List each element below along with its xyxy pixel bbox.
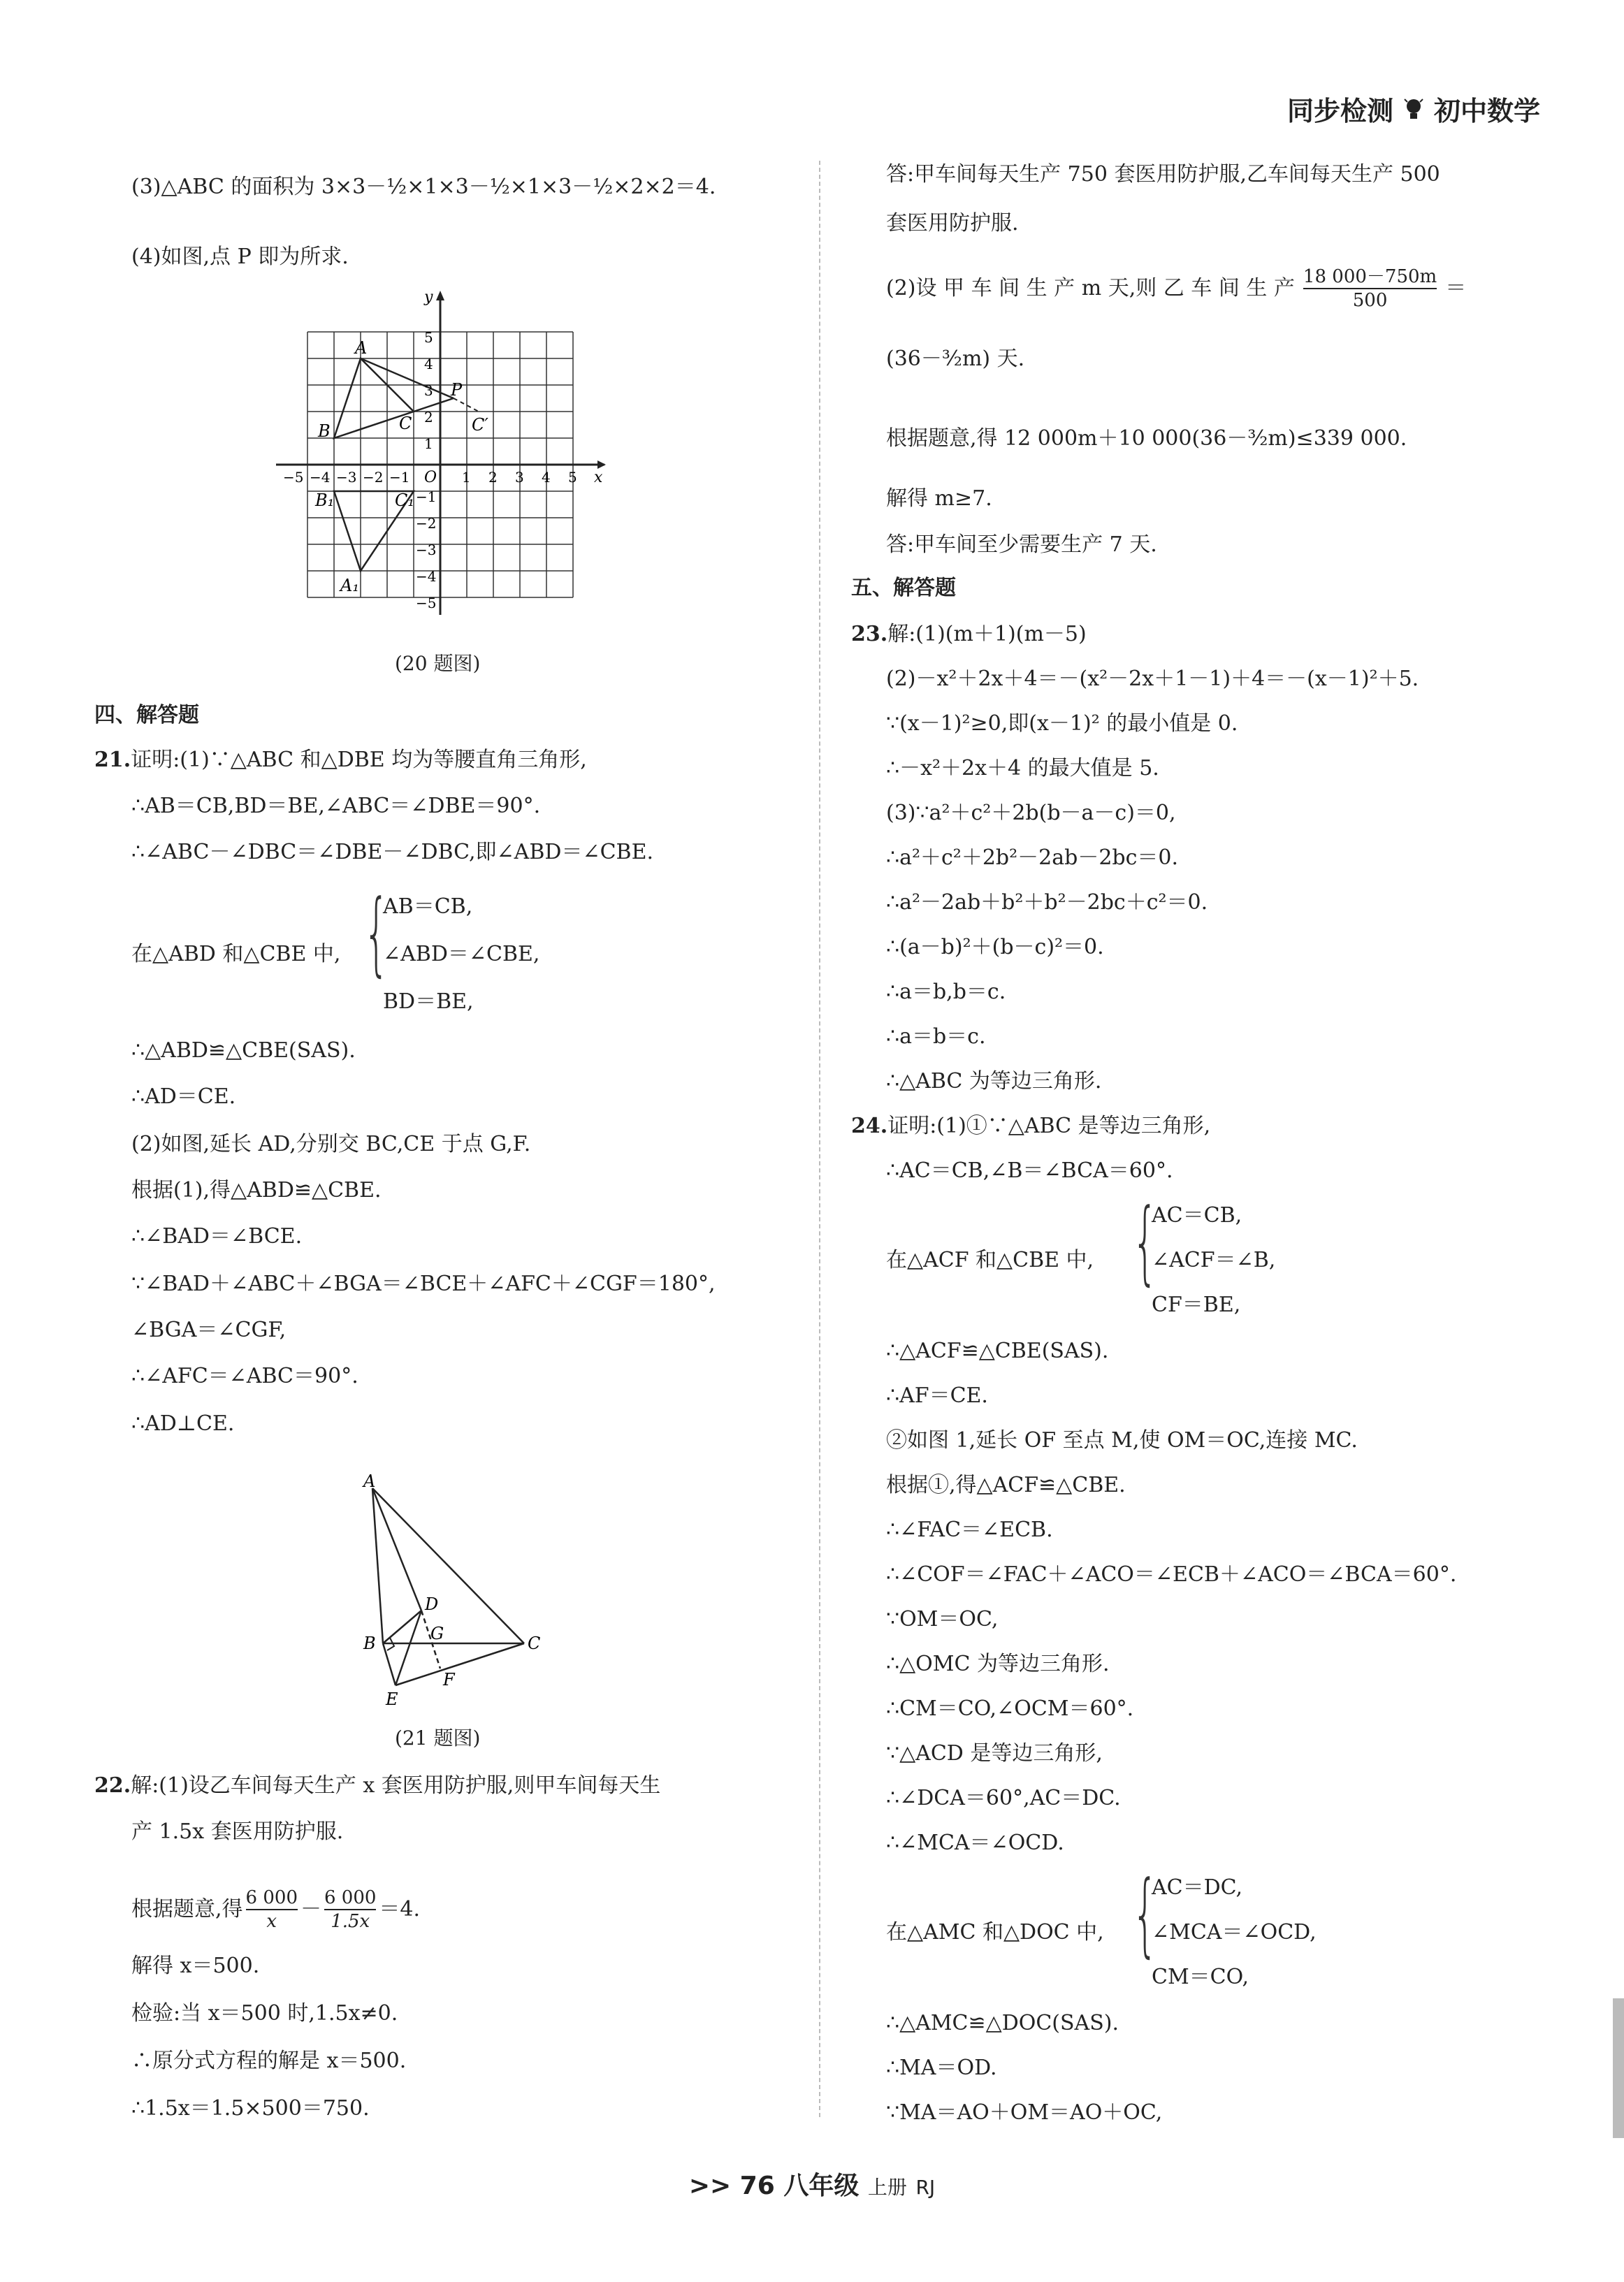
text-line: 根据①,得△ACF≌△CBE.	[886, 1473, 1126, 1497]
system-prefix: 在△AMC 和△DOC 中,	[886, 1920, 1104, 1945]
question-number: 22.	[94, 1773, 131, 1798]
text-line: ∵MA＝AO＋OM＝AO＋OC,	[886, 2100, 1163, 2125]
equation-suffix: ＝4.	[379, 1897, 421, 1921]
label-f: F	[443, 1670, 455, 1689]
system-line: CF＝BE,	[1152, 1293, 1241, 1317]
question-21	[94, 746, 587, 774]
segment-ac	[372, 1488, 524, 1643]
footer-arrows: >>	[688, 2172, 732, 2200]
y-tick: 3	[424, 382, 433, 399]
figure-20-shapes	[276, 286, 611, 636]
column-divider	[819, 161, 820, 2117]
text-line: 解得 m≥7.	[886, 486, 992, 511]
denominator: 500	[1303, 288, 1437, 312]
lightbulb-icon	[1403, 96, 1424, 122]
text-line: 答:甲车间每天生产 750 套医用防护服,乙车间每天生产 500	[886, 162, 1440, 187]
question-number: 24.	[851, 1114, 888, 1138]
question-23	[851, 620, 1087, 648]
system-prefix: 在△ABD 和△CBE 中,	[131, 942, 341, 966]
label-y: y	[424, 289, 433, 306]
system-line: ∠ACF＝∠B,	[1152, 1248, 1276, 1272]
label-b: B	[318, 421, 331, 441]
label-b: B	[363, 1634, 376, 1653]
equation-line: 根据题意,得 $\frac{6 000}{x}$ － $\frac{6 000}{1.5x}$ ＝4.	[131, 1887, 421, 1932]
text-line: ∴AF＝CE.	[886, 1383, 988, 1408]
segment-ec	[396, 1643, 524, 1685]
text-line: ∴∠AFC＝∠ABC＝90°.	[131, 1364, 358, 1388]
page-number: 76	[739, 2172, 775, 2200]
y-tick: −4	[416, 568, 437, 585]
text-line: 解得 x＝500.	[131, 1954, 260, 1978]
text-line: ∴△AMC≌△DOC(SAS).	[886, 2011, 1119, 2035]
denominator: 1.5x	[324, 1909, 376, 1933]
system-line: AC＝DC,	[1152, 1875, 1243, 1900]
fraction	[324, 1887, 376, 1933]
page-header	[1287, 89, 1540, 128]
text-line: ∴(a－b)²＋(b－c)²＝0.	[886, 935, 1104, 959]
label-a1: A₁	[340, 576, 359, 595]
figure-21-diagram	[349, 1467, 559, 1719]
text-line: ∴△ACF≌△CBE(SAS).	[886, 1339, 1109, 1363]
page-edge-scrollbar	[1613, 1998, 1624, 2138]
line-pc-prime	[454, 398, 479, 412]
text-line: ∴△ABC 为等边三角形.	[886, 1069, 1102, 1093]
text-line: ∴a＝b,b＝c.	[886, 980, 1006, 1004]
line-cp	[414, 398, 454, 412]
text-line: ∴CM＝CO,∠OCM＝60°.	[886, 1696, 1134, 1721]
text-line: 检验:当 x＝500 时,1.5x≠0.	[131, 2001, 398, 2026]
x-tick: −4	[310, 469, 331, 486]
text-line: ∴∠FAC＝∠ECB.	[886, 1518, 1053, 1542]
text-line: ∴AD⊥CE.	[131, 1411, 235, 1436]
text-line: ∵OM＝OC,	[886, 1607, 999, 1631]
label-c1: C₁	[395, 490, 414, 510]
label-c: C	[528, 1634, 541, 1653]
label-g: G	[430, 1624, 444, 1643]
text-line: (3)∵a²＋c²＋2b(b－a－c)＝0,	[886, 801, 1176, 825]
text-prefix: (2)设 甲 车 间 生 产 m 天,则 乙 车 间 生 产	[886, 276, 1295, 300]
system-line: CM＝CO,	[1152, 1965, 1249, 1989]
label-a: A	[363, 1471, 376, 1491]
system-prefix: 在△ACF 和△CBE 中,	[886, 1248, 1094, 1272]
text-line: 解:(1)(m＋1)(m－5)	[887, 622, 1087, 646]
text-line: ∴MA＝OD.	[886, 2056, 997, 2080]
y-tick: −1	[416, 488, 437, 505]
y-tick: 5	[424, 329, 433, 346]
text-line: ∴△OMC 为等边三角形.	[886, 1652, 1110, 1676]
numerator: 18 000－750m	[1303, 266, 1437, 287]
section-heading: 四、解答题	[94, 703, 199, 727]
text-line: ∴AD＝CE.	[131, 1084, 236, 1109]
text-line: ∴AB＝CB,BD＝BE,∠ABC＝∠DBE＝90°.	[131, 794, 541, 818]
figure-21-caption: (21 题图)	[395, 1727, 481, 1750]
text-line: ∵∠BAD＋∠ABC＋∠BGA＝∠BCE＋∠AFC＋∠CGF＝180°,	[131, 1272, 716, 1296]
text-line: ∴∠COF＝∠FAC＋∠ACO＝∠ECB＋∠ACO＝∠BCA＝60°.	[886, 1562, 1457, 1587]
text-line: ∴1.5x＝1.5×500＝750.	[131, 2096, 370, 2121]
fraction	[246, 1887, 298, 1933]
question-24	[851, 1112, 1210, 1140]
text-line: ∴AC＝CB,∠B＝∠BCA＝60°.	[886, 1158, 1173, 1183]
numerator: 6 000	[245, 1887, 298, 1908]
page-footer	[0, 2166, 1624, 2202]
text-line: ∴－x²＋2x＋4 的最大值是 5.	[886, 756, 1159, 780]
text-line: ∴∠ABC－∠DBC＝∠DBE－∠DBC,即∠ABD＝∠CBE.	[131, 840, 654, 864]
x-tick: 2	[488, 469, 498, 486]
volume-label: 上册	[867, 2176, 907, 2199]
system-line: BD＝BE,	[383, 989, 474, 1014]
equation-prefix: 根据题意,得	[131, 1897, 243, 1921]
question-number: 21.	[94, 748, 131, 772]
y-axis-arrow	[436, 291, 444, 300]
y-tick: 4	[424, 356, 433, 372]
text-line: ∴原分式方程的解是 x＝500.	[131, 2049, 407, 2073]
text-line: 套医用防护服.	[886, 211, 1019, 235]
denominator: x	[246, 1909, 298, 1933]
text-line: ∴∠BAD＝∠BCE.	[131, 1224, 303, 1249]
text-line: (2)－x²＋2x＋4＝－(x²－2x＋1－1)＋4＝－(x－1)²＋5.	[886, 667, 1419, 691]
text-line: 根据题意,得 12 000m＋10 000(36－³⁄₂m)≤339 000.	[886, 426, 1407, 451]
brace-icon: {	[1132, 1861, 1159, 1967]
text-line: 解:(1)设乙车间每天生产 x 套医用防护服,则甲车间每天生	[131, 1773, 661, 1798]
system-line: ∠MCA＝∠OCD,	[1152, 1920, 1317, 1945]
label-d: D	[425, 1594, 439, 1614]
text-line: 证明:(1)∵△ABC 和△DBE 均为等腰直角三角形,	[131, 748, 587, 772]
label-c-prime: C′	[472, 415, 488, 435]
x-axis-arrow	[597, 460, 606, 469]
text-line: ∴△ABD≌△CBE(SAS).	[131, 1038, 356, 1063]
text-line: 产 1.5x 套医用防护服.	[131, 1819, 344, 1844]
text-line: 答:甲车间至少需要生产 7 天.	[886, 532, 1157, 557]
x-tick: −2	[363, 469, 384, 486]
text-line: ∵△ACD 是等边三角形,	[886, 1741, 1103, 1766]
x-tick: 4	[542, 469, 551, 486]
text-line: (2)如图,延长 AD,分别交 BC,CE 于点 G,F.	[131, 1132, 531, 1156]
label-p: P	[451, 380, 463, 400]
figure-20-caption: (20 题图)	[395, 652, 481, 675]
text-line: ∠BGA＝∠CGF,	[131, 1318, 287, 1342]
section-heading: 五、解答题	[851, 576, 956, 600]
y-tick: −5	[416, 595, 437, 611]
text-line: ∵(x－1)²≥0,即(x－1)² 的最小值是 0.	[886, 711, 1238, 736]
text-line: 证明:(1)①∵△ABC 是等边三角形,	[887, 1114, 1211, 1138]
text-line: ∴a²－2ab＋b²＋b²－2bc＋c²＝0.	[886, 890, 1208, 915]
text-line: (4)如图,点 P 即为所求.	[131, 245, 349, 269]
label-b1: B₁	[315, 490, 335, 510]
x-tick: 1	[462, 469, 471, 486]
text-line: ∴a²＋c²＋2b²－2ab－2bc＝0.	[886, 845, 1179, 870]
grade-label: 八年级	[783, 2172, 860, 2200]
x-tick: 3	[515, 469, 524, 486]
header-title-b: 初中数学	[1433, 96, 1540, 126]
label-e: E	[386, 1689, 398, 1709]
x-tick: −5	[283, 469, 304, 486]
text-line: ∴∠MCA＝∠OCD.	[886, 1831, 1064, 1855]
system-line: AC＝CB,	[1152, 1203, 1242, 1228]
fraction	[1303, 266, 1437, 312]
x-tick: 5	[568, 469, 577, 486]
edition-label: RJ	[915, 2176, 936, 2199]
text-line: ∴a＝b＝c.	[886, 1024, 986, 1049]
equation-line	[886, 266, 1466, 312]
header-title-a: 同步检测	[1286, 96, 1393, 126]
y-tick: 2	[424, 409, 433, 426]
text-line: ∴∠DCA＝60°,AC＝DC.	[886, 1786, 1121, 1810]
y-tick: 1	[424, 435, 433, 452]
brace-icon: {	[363, 880, 390, 986]
y-tick: −2	[416, 515, 437, 532]
brace-icon: {	[1132, 1189, 1159, 1295]
label-a: A	[355, 338, 368, 358]
label-x: x	[594, 469, 603, 486]
text-line: ②如图 1,延长 OF 至点 M,使 OM＝OC,连接 MC.	[886, 1428, 1358, 1453]
question-22	[94, 1772, 660, 1800]
x-tick: −1	[389, 469, 410, 486]
text-suffix: ＝	[1445, 276, 1467, 300]
label-c: C	[399, 414, 412, 433]
text-line: 根据(1),得△ABD≌△CBE.	[131, 1178, 382, 1202]
system-line: ∠ABD＝∠CBE,	[383, 942, 540, 966]
y-tick: −3	[416, 542, 437, 558]
numerator: 6 000	[324, 1887, 377, 1908]
label-origin: O	[424, 469, 437, 486]
text-line: (36－³⁄₂m) 天.	[886, 347, 1025, 371]
question-number: 23.	[851, 622, 888, 646]
x-tick: −3	[336, 469, 357, 486]
system-line: AB＝CB,	[383, 894, 473, 919]
text-line: (3)△ABC 的面积为 3×3－½×1×3－½×1×3－½×2×2＝4.	[131, 175, 716, 199]
